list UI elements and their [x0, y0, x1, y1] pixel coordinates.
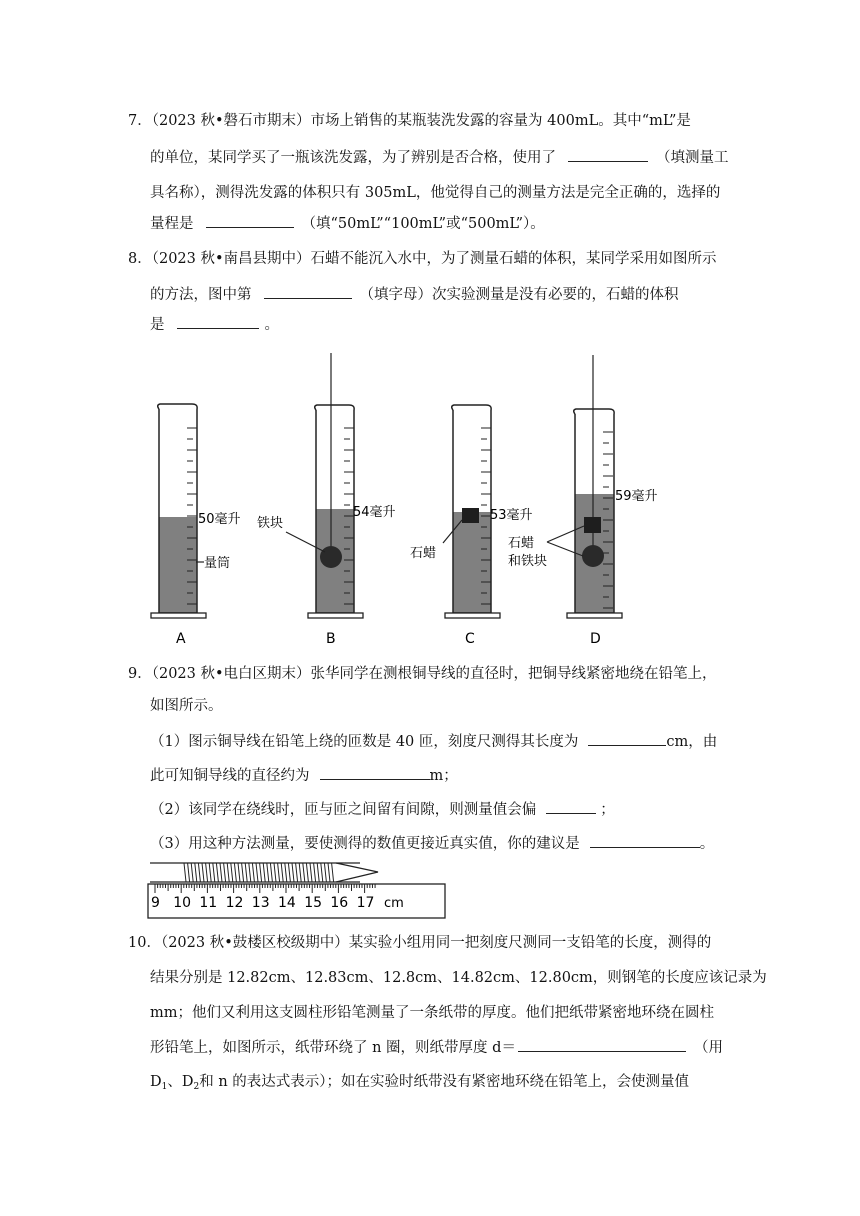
- wire-turn: [260, 863, 262, 882]
- q8-line-1: 8．（2023 秋•南昌县期中）石蜡不能沉入水中，为了测量石蜡的体积，某同学采用如图所示: [128, 251, 717, 267]
- q9-text: （1）图示铜导线在铅笔上绕的匝数是 40 匝，刻度尺测得其长度为: [150, 734, 579, 750]
- wire-turn: [296, 863, 298, 882]
- ruler-tick-label: 16: [330, 895, 349, 911]
- pencil-tip: [336, 863, 378, 882]
- q9-line-1: 9．（2023 秋•电白区期末）张华同学在测根铜导线的直径时，把铜导线紧密地绕在铅笔上，: [128, 666, 717, 682]
- q9-text: （2）该同学在绕线时，匝与匝之间留有间隙，则测量值会偏: [150, 802, 537, 818]
- wire-turn: [281, 863, 283, 882]
- letter-c: C: [465, 631, 475, 647]
- wire-turn: [234, 863, 236, 882]
- q10-text: 和 n 的表达式表示）；如在实验时纸带没有紧密地环绕在铅笔上，会使测量值: [199, 1074, 690, 1090]
- wire-turn: [198, 863, 200, 882]
- wax-iron-label-1: 石蜡: [508, 536, 535, 551]
- ruler-tick-label: 11: [199, 895, 218, 911]
- subscript: 1: [161, 1082, 168, 1092]
- wire-turn: [231, 863, 233, 882]
- q7-text: 的单位，某同学买了一瓶该洗发露，为了辨别是否合格，使用了: [150, 150, 556, 166]
- wire-turn: [188, 863, 190, 882]
- q8-text: 是: [150, 317, 165, 333]
- q10-text: D: [150, 1074, 162, 1090]
- letter-b: B: [326, 631, 336, 647]
- q10-line-2: 结果分别是 12.82cm、12.83cm、12.8cm、14.82cm、12.80cm，则钢笔的长度应该记录为: [150, 970, 767, 986]
- letter-a: A: [176, 631, 186, 647]
- wire-turn: [206, 863, 208, 882]
- answer-blank[interactable]: [518, 1037, 686, 1052]
- wax-label: 石蜡: [410, 546, 437, 561]
- q8-text: （填字母）次实验测量是没有必要的，石蜡的体积: [359, 287, 679, 303]
- q10-line-1: 10．（2023 秋•鼓楼区校级期中）某实验小组用同一把刻度尺测同一支铅笔的长度，测得的: [128, 935, 712, 951]
- wire-turn: [274, 863, 276, 882]
- q10-text: （用: [693, 1040, 723, 1056]
- ruler-tick-label: 14: [278, 895, 296, 911]
- q10-line-4: [150, 1037, 723, 1058]
- ruler-tick-label: 12: [225, 895, 244, 911]
- wire-turn: [184, 863, 186, 882]
- q9-text: ；: [600, 802, 615, 818]
- wax-iron-label-2: 和铁块: [508, 554, 548, 569]
- iron-label: 铁块: [257, 516, 284, 531]
- volume-label-c: 53毫升: [490, 508, 533, 523]
- wire-turn: [227, 863, 229, 882]
- volume-label-a: 50毫升: [198, 512, 241, 527]
- wire-turn: [249, 863, 251, 882]
- wire-turn: [220, 863, 222, 882]
- q7-text: （填“50mL”“100mL”或“500mL”）。: [301, 216, 545, 232]
- q7-line-1: 7．（2023 秋•磐石市期末）市场上销售的某瓶装洗发露的容量为 400mL。其中“mL”是: [128, 113, 691, 129]
- volume-label-b: 54毫升: [353, 505, 396, 520]
- wire-turn: [299, 863, 301, 882]
- ruler-tick-label: 10: [173, 895, 192, 911]
- wire-turn: [306, 863, 308, 882]
- wire-turn: [213, 863, 215, 882]
- q9-text: 。: [699, 836, 715, 852]
- wire-turn: [317, 863, 319, 882]
- q10-line-3: mm；他们又利用这支圆柱形铅笔测量了一条纸带的厚度。他们把纸带紧密地环绕在圆柱: [150, 1005, 714, 1021]
- q8-text: 。: [264, 317, 279, 333]
- q9-text: cm，由: [666, 734, 718, 750]
- volume-label-d: 59毫升: [615, 489, 658, 504]
- ruler-tick-label: 15: [304, 895, 323, 911]
- wire-turn: [252, 863, 254, 882]
- wire-turn: [195, 863, 197, 882]
- wire-turn: [310, 863, 312, 882]
- wire-turn: [303, 863, 305, 882]
- wire-turn: [328, 863, 330, 882]
- wire-turn: [263, 863, 265, 882]
- wire-turn: [238, 863, 240, 882]
- wire-turn: [209, 863, 211, 882]
- wire-turn: [267, 863, 269, 882]
- subscript: 2: [193, 1082, 200, 1092]
- letter-d: D: [590, 631, 601, 647]
- q7-line-3: 具名称），测得洗发露的体积只有 305mL，他觉得自己的测量方法是完全正确的，选择的: [150, 185, 721, 201]
- wire-turn: [292, 863, 294, 882]
- wire-turn: [314, 863, 316, 882]
- q8-text: 的方法，图中第: [150, 287, 252, 303]
- wire-turn: [285, 863, 287, 882]
- wire-turn: [224, 863, 226, 882]
- wire-turn: [278, 863, 280, 882]
- q9-text: （3）用这种方法测量，要使测得的数值更接近真实值，你的建议是: [150, 836, 580, 852]
- wire-coil: [184, 863, 334, 882]
- wire-turn: [332, 863, 334, 882]
- q10-text: 、D: [167, 1074, 194, 1090]
- wire-turn: [245, 863, 247, 882]
- wire-turn: [216, 863, 218, 882]
- q7-text: 量程是: [150, 216, 194, 232]
- wire-turn: [256, 863, 258, 882]
- q10-text: 形铅笔上，如图所示，纸带环绕了 n 圈，则纸带厚度 d＝: [150, 1040, 516, 1056]
- q9-line-2: 如图所示。: [150, 698, 223, 714]
- wire-turn: [270, 863, 272, 882]
- wire-turn: [202, 863, 204, 882]
- wire-turn: [191, 863, 193, 882]
- ruler-tick-label: 17: [356, 895, 375, 911]
- wire-turn: [324, 863, 326, 882]
- wire-turn: [321, 863, 323, 882]
- q9-text: 此可知铜导线的直径约为: [150, 768, 310, 784]
- cylinder-label: 量筒: [204, 556, 231, 571]
- q10-line-5: [150, 1072, 689, 1097]
- ruler-unit: cm: [384, 896, 404, 911]
- wire-turn: [242, 863, 244, 882]
- wire-turn: [288, 863, 290, 882]
- q7-text: （填测量工: [656, 150, 729, 166]
- ruler-tick-label: 9: [151, 895, 160, 911]
- ruler-tick-label: 13: [251, 895, 270, 911]
- q9-text: m；: [429, 768, 458, 784]
